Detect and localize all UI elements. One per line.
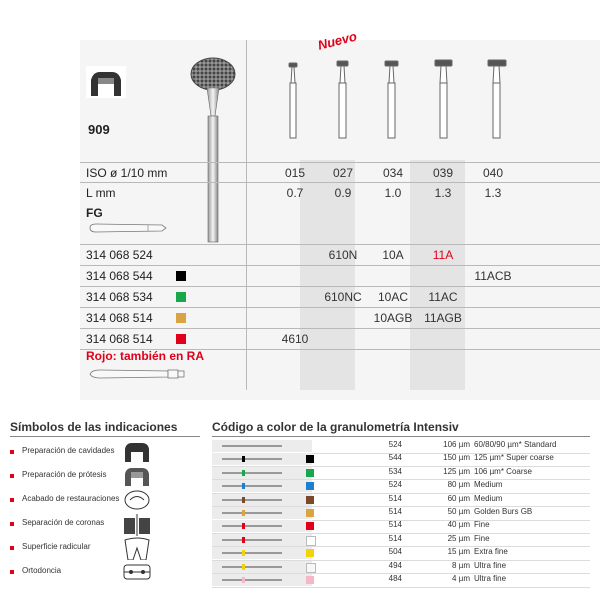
grit-label: Fine <box>474 533 490 543</box>
size-040: 040 <box>482 166 504 180</box>
bur-shank-icon <box>222 512 282 514</box>
bur-illustration <box>185 52 241 244</box>
bur-code: 610NC <box>324 290 362 304</box>
grit-ring-icon <box>242 537 245 543</box>
grit-color-swatch <box>306 536 316 546</box>
grit-ring-icon <box>242 456 245 462</box>
grit-color-swatch <box>306 576 314 584</box>
grit-row <box>212 507 590 519</box>
fg-shank-icon <box>88 222 168 234</box>
indication-label: Superficie radicular <box>22 542 91 551</box>
grit-color-swatch <box>306 549 314 557</box>
new-badge: Nuevo <box>316 28 359 53</box>
bur-shank-icon <box>222 539 282 541</box>
grit-size: 40 µm <box>447 520 470 530</box>
grit-color-swatch <box>176 271 186 281</box>
divider <box>80 182 600 183</box>
grit-label: Fine <box>474 520 490 530</box>
size-027: 027 <box>332 166 354 180</box>
column-divider <box>246 40 247 390</box>
grit-size: 4 µm <box>452 574 470 583</box>
grit-code: 484 <box>388 574 402 583</box>
indication-item <box>10 536 200 560</box>
length-015: 0.7 <box>286 186 304 200</box>
bur-code: 610N <box>328 248 358 262</box>
bullet-icon <box>10 450 14 454</box>
grit-ring-icon <box>242 564 245 570</box>
iso-label: ISO ø 1/10 mm <box>86 166 168 180</box>
indications-title: Símbolos de las indicaciones <box>10 420 178 434</box>
grit-row <box>212 520 590 532</box>
grit-size: 150 µm <box>443 453 470 463</box>
bur-code: 11ACB <box>474 269 512 283</box>
grit-ring-icon <box>242 523 245 529</box>
grit-title: Código a color de la granulometría Intensiv <box>212 420 459 434</box>
grit-row <box>212 480 590 492</box>
grit-size: 8 µm <box>452 560 470 570</box>
grit-row <box>212 534 590 546</box>
grit-row <box>212 453 590 465</box>
grit-code: 534 <box>388 466 402 476</box>
grit-color-swatch <box>176 313 186 323</box>
grit-size: 106 µm <box>443 440 470 449</box>
grit-label: Extra fine <box>474 547 508 557</box>
indication-label: Ortodoncia <box>22 566 62 575</box>
length-027: 0.9 <box>334 186 352 200</box>
orthodontics-icon <box>122 560 152 584</box>
crown-separation-icon <box>122 512 152 536</box>
divider <box>80 265 600 266</box>
grit-label: Ultra fine <box>474 560 507 570</box>
grit-size: 50 µm <box>447 507 470 516</box>
grit-ring-icon <box>242 497 245 503</box>
bur-code: 10AGB <box>373 311 413 325</box>
bur-shank-icon <box>222 566 282 568</box>
grit-ring-icon <box>242 470 245 476</box>
divider <box>80 244 600 245</box>
grit-size: 25 µm <box>447 533 470 543</box>
grit-color-swatch <box>306 469 314 477</box>
bur-shank-icon <box>222 579 282 581</box>
grit-code: 514 <box>388 533 402 543</box>
size-034: 034 <box>382 166 404 180</box>
grit-code: 524 <box>388 440 402 449</box>
bullet-icon <box>10 522 14 526</box>
reference-number: 314 068 514 <box>86 332 153 346</box>
divider <box>80 162 600 163</box>
divider <box>212 436 590 437</box>
length-034: 1.0 <box>384 186 402 200</box>
size-015: 015 <box>284 166 306 180</box>
grit-code: 514 <box>388 520 402 530</box>
red-note: Rojo: también en RA <box>86 349 205 363</box>
grit-row <box>212 494 590 506</box>
divider <box>80 328 600 329</box>
grit-code: 494 <box>388 560 402 570</box>
grit-label: Medium <box>474 493 503 503</box>
bur-code: 10AC <box>377 290 409 304</box>
grit-code: 514 <box>388 507 402 516</box>
divider <box>10 436 200 437</box>
reference-number: 314 068 514 <box>86 311 153 325</box>
prosthesis-preparation-icon <box>86 66 126 98</box>
grit-label: 60/80/90 µm* Standard <box>474 440 557 449</box>
divider <box>80 286 600 287</box>
bur-code: 11A <box>432 248 454 262</box>
prosthesis-preparation-icon <box>122 464 152 488</box>
grit-color-swatch <box>306 455 314 463</box>
grit-size: 125 µm <box>443 466 470 476</box>
grit-color-swatch <box>306 563 316 573</box>
grit-row <box>212 547 590 559</box>
grit-label: Ultra fine <box>474 574 507 583</box>
grit-row <box>212 467 590 479</box>
ra-shank-icon <box>88 367 188 381</box>
grit-ring-icon <box>242 577 245 583</box>
grit-color-swatch <box>306 496 314 504</box>
indication-item <box>10 560 200 584</box>
grit-color-swatch <box>306 509 314 517</box>
bur-shank-icon <box>222 445 282 447</box>
divider <box>80 307 600 308</box>
indication-label: Preparación de cavidades <box>22 446 115 455</box>
grit-label: 125 µm* Super coarse <box>474 453 554 463</box>
grit-row <box>212 561 590 573</box>
grit-row <box>212 440 590 452</box>
root-surface-icon <box>122 536 152 560</box>
restoration-finishing-icon <box>122 488 152 512</box>
shank-type: FG <box>86 206 103 220</box>
indication-label: Preparación de prótesis <box>22 470 107 479</box>
divider <box>212 587 590 588</box>
grit-code: 504 <box>388 547 402 557</box>
grit-ring-icon <box>242 510 245 516</box>
reference-number: 314 068 524 <box>86 248 153 262</box>
size-039: 039 <box>432 166 454 180</box>
reference-number: 314 068 534 <box>86 290 153 304</box>
grit-label: Medium <box>474 480 503 490</box>
grit-code: 524 <box>388 480 402 490</box>
bullet-icon <box>10 570 14 574</box>
indication-item <box>10 488 200 512</box>
bur-size-sketches <box>252 58 597 142</box>
grit-code: 544 <box>388 453 402 463</box>
grit-row <box>212 574 590 586</box>
bur-code: 11AC <box>428 290 458 304</box>
indication-label: Separación de coronas <box>22 518 105 527</box>
bur-shank-icon <box>222 525 282 527</box>
indication-item <box>10 512 200 536</box>
indication-item <box>10 440 200 464</box>
bullet-icon <box>10 474 14 478</box>
grit-size: 80 µm <box>447 480 470 490</box>
bur-shank-icon <box>222 472 282 474</box>
bullet-icon <box>10 498 14 502</box>
length-039: 1.3 <box>434 186 452 200</box>
indication-label: Acabado de restauraciones <box>22 494 120 503</box>
grit-ring-icon <box>242 550 245 556</box>
bur-code: 11AGB <box>424 311 462 325</box>
grit-ring-icon <box>242 483 245 489</box>
grit-code: 514 <box>388 493 402 503</box>
bur-code: 4610 <box>281 332 309 346</box>
length-label: L mm <box>86 186 116 200</box>
grit-label: 106 µm* Coarse <box>474 466 532 476</box>
reference-number: 314 068 544 <box>86 269 153 283</box>
bullet-icon <box>10 546 14 550</box>
grit-size: 15 µm <box>447 547 470 557</box>
grit-color-swatch <box>306 482 314 490</box>
bur-shank-icon <box>222 458 282 460</box>
product-number: 909 <box>88 122 110 137</box>
bur-shank-icon <box>222 485 282 487</box>
bur-code: 10A <box>382 248 404 262</box>
grit-color-swatch <box>306 522 314 530</box>
bur-shank-icon <box>222 499 282 501</box>
grit-color-swatch <box>176 334 186 344</box>
bur-shank-icon <box>222 552 282 554</box>
grit-size: 60 µm <box>447 493 470 503</box>
indication-item <box>10 464 200 488</box>
grit-label: Golden Burs GB <box>474 507 533 516</box>
cavity-preparation-icon <box>122 440 152 464</box>
grit-color-swatch <box>176 292 186 302</box>
length-040: 1.3 <box>484 186 502 200</box>
